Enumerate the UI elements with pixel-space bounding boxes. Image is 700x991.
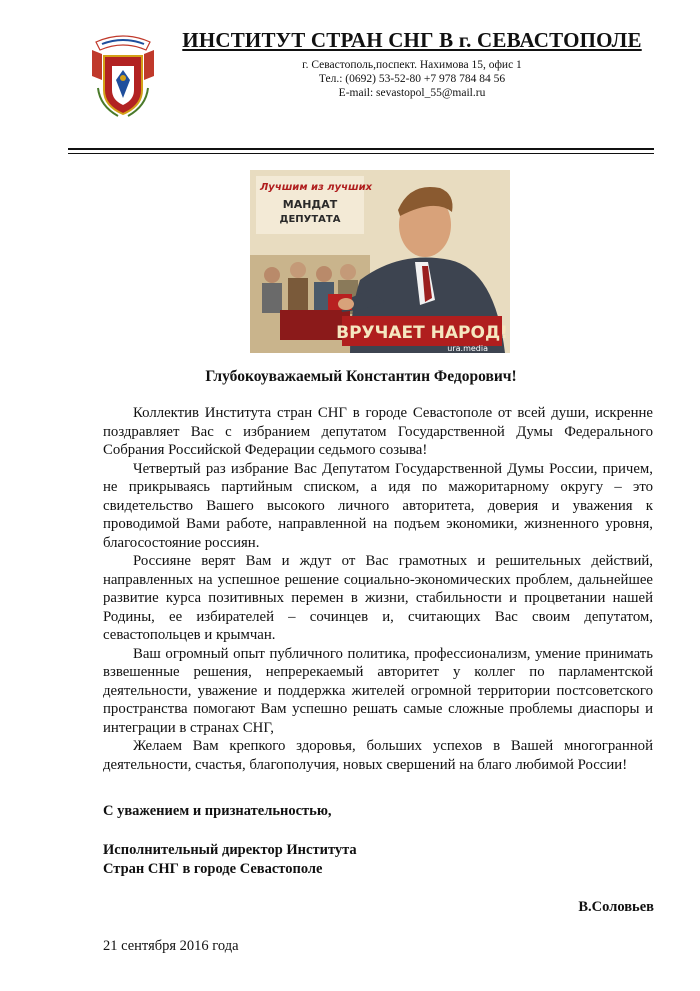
paragraph-text: Ваш огромный опыт публичного политика, профессионализм, умение принимать взвешенные решения, непререкаемый авторитет у коллег по парламентской деятельности, уважение и поддержка жителей огромной территории постсоветского пространства помогают Вам успешно решать самые сложные проблемы диаспоры и интеграции в странах СНГ, [103,645,653,736]
poster-line-2: МАНДАТ [282,198,338,211]
signer-name: В.Соловьев [578,899,654,915]
address-line: г. Севастополь,поспект. Нахимова 15, офис 1 [302,59,522,71]
poster-slogan: ВРУЧАЕТ НАРОД! [336,323,508,343]
institute-title: ИНСТИТУТ СТРАН СНГ В г. СЕВАСТОПОЛЕ [182,28,642,52]
letter-body [103,404,653,774]
paragraph-text: Желаем Вам крепкого здоровья, больших успехов в Вашей многогранной деятельности, счастья, благополучия, новых свершений на благо любимой России! [103,738,653,773]
letter-paragraph [103,645,653,738]
paragraph-text: Россияне верят Вам и ждут от Вас грамотных и решительных действий, направленных на успешное решение социально-экономических проблем, дальнейшее развитие курса позитивных перемен в жизни, стабильности и процветании нашей Родины, ее избирателей – сочинцев и, считающих Вас своим депутатом, севастопольцев и крымчан. [103,553,653,643]
paragraph-text: Четвертый раз избрание Вас Депутатом Государственной Думы России, причем, не прикрываясь партийным списком, а идя по мажоритарному округу – это свидетельство Вашего высокого личного авторитета, доверия и уважения к проводимой Вами работе, направленной на подъем экономики, жизненного уровня, благосостояние россиян. [103,460,653,551]
letter-paragraph [103,460,653,553]
signer-position-line-2: Стран СНГ в городе Севастополе [103,861,323,877]
signer-position-line-1: Исполнительный директор Института [103,842,357,858]
header-divider-thick [68,148,654,150]
paragraph-text: Коллектив Института стран СНГ в городе Севастополе от всей души, искренне поздравляет Вас с избранием депутатом Государственной Думы Федерального Собрания Российской Федерации седьмого созыва! [103,405,653,458]
poster-line-3: ДЕПУТАТА [279,214,341,225]
institute-emblem-logo [88,28,158,120]
header-divider-thin [68,153,654,154]
poster-watermark: ura.media [447,344,488,353]
letter-greeting: Глубокоуважаемый Константин Федорович! [205,368,517,385]
letter-date: 21 сентября 2016 года [103,938,239,954]
contact-block [172,58,652,100]
poster-line-1: Лучшим из лучших [260,182,373,193]
phone-line: Тел.: (0692) 53-52-80 +7 978 784 84 56 [318,73,506,85]
letter-paragraph [103,404,653,460]
closing-regards: С уважением и признательностью, [103,803,332,819]
soviet-style-poster-image [250,170,510,353]
email-line: E-mail: sevastopol_55@mail.ru [338,87,486,99]
letter-paragraph [103,552,653,645]
letter-paragraph [103,737,653,774]
